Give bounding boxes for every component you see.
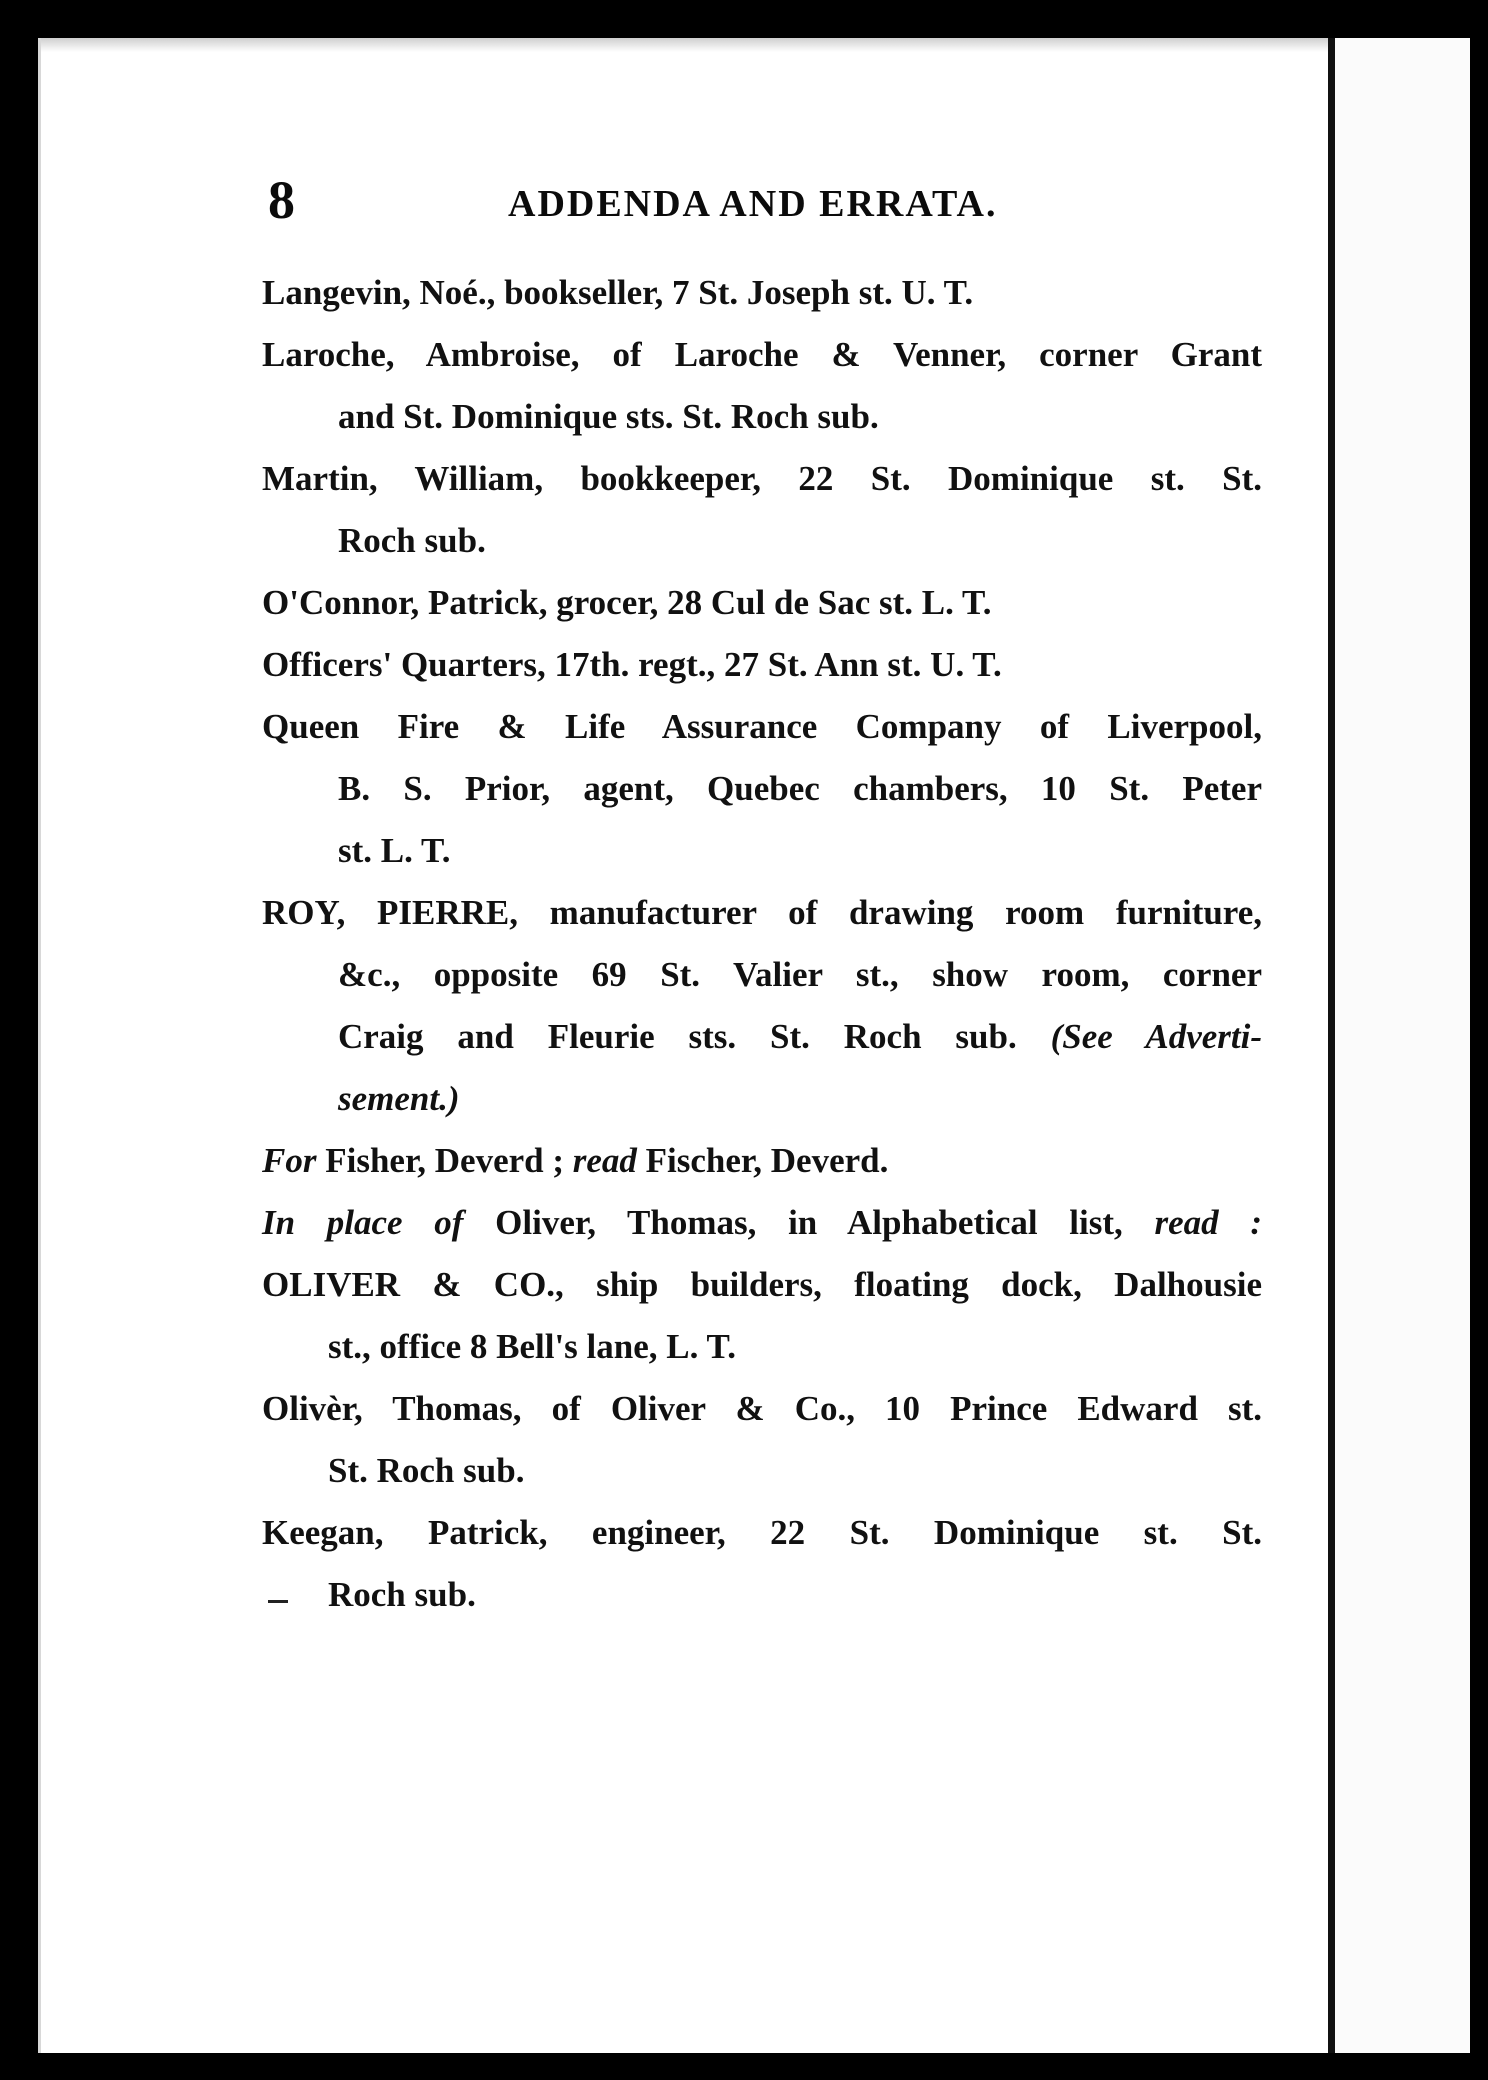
entry-line: st., office 8 Bell's lane, L. T. [328, 1327, 736, 1366]
see-advertisement-note-end: sement.) [338, 1079, 460, 1118]
erratum-wrong-name: Fisher, Deverd ; [325, 1141, 565, 1180]
entry-keegan [262, 1502, 1262, 1626]
entry-line: Queen Fire & Life Assurance Company of Liverpool, [262, 707, 1262, 746]
running-head: ADDENDA AND ERRATA. [508, 183, 998, 225]
entry-line [262, 1006, 1262, 1068]
entries-list [262, 262, 1262, 1626]
facing-page-edge [1335, 38, 1470, 2053]
entry-line: OLIVER & CO., ship builders, floating dock, Dalhousie [262, 1265, 1262, 1304]
entry-line: O'Connor, Patrick, grocer, 28 Cul de Sac st. L. T. [262, 583, 992, 622]
entry-oliver-co [262, 1254, 1262, 1378]
entry-roy-pierre [262, 882, 1262, 1130]
page-number: 8 [268, 170, 295, 230]
erratum-read-label: read : [1154, 1203, 1263, 1242]
entry-oliver-thomas [262, 1378, 1262, 1502]
entry-line: Langevin, Noé., bookseller, 7 St. Joseph st. U. T. [262, 273, 974, 312]
entry-line [262, 1192, 1262, 1254]
entry-line: Keegan, Patrick, engineer, 22 St. Dominique st. St. [262, 1513, 1262, 1552]
entry-line: Roch sub. [328, 1575, 476, 1614]
page-header [268, 172, 1268, 232]
entry-line: Officers' Quarters, 17th. regt., 27 St. Ann st. U. T. [262, 645, 1002, 684]
roy-address-text: Craig and Fleurie sts. St. Roch sub. [338, 1017, 1017, 1056]
erratum-correct-name: Fischer, Deverd. [645, 1141, 889, 1180]
entry-line: Laroche, Ambroise, of Laroche & Venner, corner Grant [262, 335, 1262, 374]
entry-oconnor [262, 572, 1262, 634]
erratum-read-label: read [572, 1141, 637, 1180]
entry-officers-quarters [262, 634, 1262, 696]
entry-laroche [262, 324, 1262, 448]
entry-line [262, 1130, 1262, 1192]
entry-queen-fire [262, 696, 1262, 882]
entry-line: Roch sub. [338, 521, 486, 560]
erratum-in-place-label: In place of [262, 1203, 464, 1242]
entry-line: and St. Dominique sts. St. Roch sub. [338, 397, 879, 436]
entry-line: Olivèr, Thomas, of Oliver & Co., 10 Prince Edward st. [262, 1389, 1262, 1428]
end-dash [268, 1600, 288, 1603]
entry-erratum-oliver [262, 1192, 1262, 1254]
entry-line: St. Roch sub. [328, 1451, 525, 1490]
erratum-for-label: For [262, 1141, 317, 1180]
entry-martin [262, 448, 1262, 572]
page-fold-shadow [1328, 38, 1335, 2053]
see-advertisement-note: (See Adverti- [1050, 1017, 1262, 1056]
entry-line: Martin, William, bookkeeper, 22 St. Dominique st. St. [262, 459, 1262, 498]
entry-langevin [262, 262, 1262, 324]
erratum-replaced-entry: Oliver, Thomas, in Alphabetical list, [495, 1203, 1123, 1242]
entry-line: st. L. T. [338, 831, 451, 870]
scan-border [1470, 38, 1488, 2053]
entry-erratum-fischer [262, 1130, 1262, 1192]
entry-line: &c., opposite 69 St. Valier st., show room, corner [338, 955, 1262, 994]
entry-line: ROY, PIERRE, manufacturer of drawing room furniture, [262, 893, 1262, 932]
entry-line: B. S. Prior, agent, Quebec chambers, 10 St. Peter [338, 769, 1262, 808]
